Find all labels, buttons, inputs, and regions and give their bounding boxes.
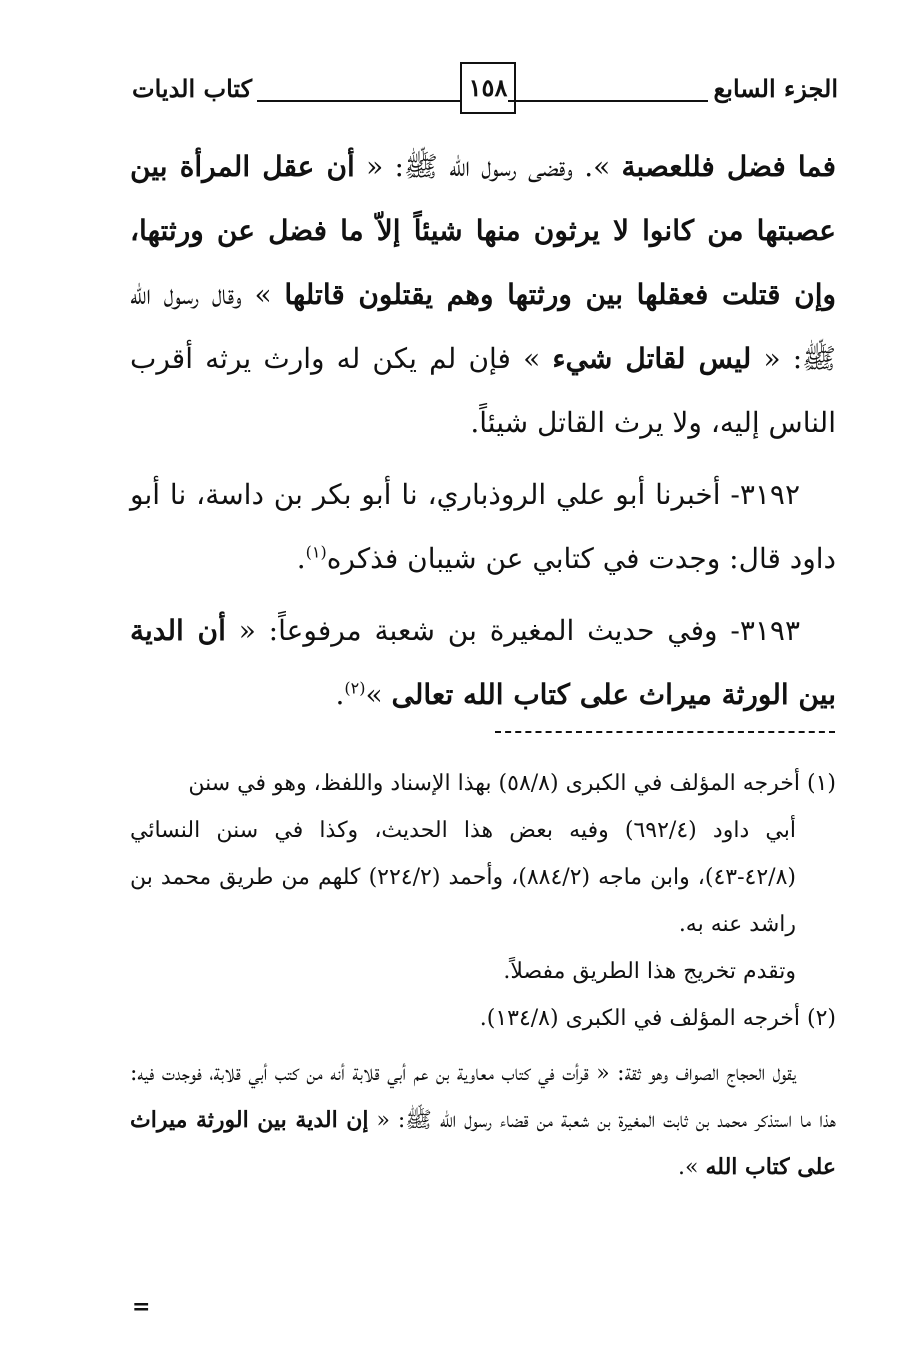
narration-text: » [365, 678, 392, 711]
footnote-ref: (٢) [344, 678, 366, 698]
quote-text: ». [678, 1155, 706, 1180]
paragraph-3192 [130, 463, 836, 591]
punctuation: . [296, 542, 306, 575]
paragraph-1 [130, 135, 836, 455]
hadith-text: أن الدية بين الورثة ميراث على كتاب الله تعالى [130, 614, 836, 711]
footnote-1-body: أبي داود (٦٩٢/٤) وفيه بعض هذا الحديث، وكذا في سنن النسائي (٤٢/٨-٤٣)، وابن ماجه (٨٨٤/٢)، وأحمد (٢٢٤/٢) كلهم من طريق محمد بن راشد عنه به. [130, 818, 796, 937]
narration-text: ٣١٩٢- أخبرنا أبو علي الروذباري، نا أبو بكر بن داسة، نا أبو داود قال: وجدت في كتابي عن شيبان فذكره [130, 478, 836, 575]
book-title: كتاب الديات [132, 74, 253, 103]
page-number: ١٥٨ [460, 62, 516, 114]
hadith-text: فما فضل فللعصبة [621, 150, 836, 183]
volume-title: الجزء السابع [713, 74, 838, 103]
continuation-mark: = [132, 1294, 151, 1320]
header-rule-right [508, 100, 708, 102]
footnote-ref: (١) [305, 542, 327, 562]
paragraph-3193 [130, 599, 836, 727]
footnotes [130, 760, 836, 1191]
narration-text: ». وقضى رسول الله ﷺ: « [354, 150, 622, 183]
header-rule-left [257, 100, 460, 102]
narration-text: » فإن لم يكن له وارث يرثه أقرب الناس إليه، ولا يرث القاتل شيئاً. [130, 342, 836, 439]
narration-text: ٣١٩٣- وفي حديث المغيرة بن شعبة مرفوعاً: « [225, 614, 800, 647]
footnote-separator [495, 731, 835, 733]
footnote-1-note: وتقدم تخريج هذا الطريق مفصلاً. [503, 959, 796, 984]
hadith-text: إن الدية بين الورثة ميراث على كتاب الله [130, 1107, 836, 1180]
hadith-text: ليس لقاتل شيء [552, 342, 752, 375]
page-header [132, 62, 838, 122]
footnote-2-quote [130, 1050, 836, 1191]
hadith-text: أن عقل المرأة بين عصبتها من كانوا لا يرثون منها شيئاً إلاّ ما فضل عن ورثتها، وإن قتلت فعقلها بين ورثتها وهم يقتلون قاتلها [130, 150, 836, 311]
quote-text: يقول الحجاج الصواف وهو ثقة: « قرأت في كتاب معاوية بن عم أبي قلابة أنه من كتب أبي قلابة، فوجدت فيه: هذا ما استذكر محمد بن ثابت المغيرة بن شعبة من قضاء رسول الله ﷺ: « [130, 1061, 836, 1133]
footnote-2: (٢) أخرجه المؤلف في الكبرى (١٣٤/٨). [479, 1006, 836, 1031]
main-text [130, 135, 836, 727]
narration-text: » وقال رسول الله ﷺ: « [130, 278, 836, 375]
footnote-1-first-line: (١) أخرجه المؤلف في الكبرى (٥٨/٨) بهذا الإسناد واللفظ، وهو في سنن [188, 771, 836, 796]
punctuation: . [335, 678, 345, 711]
